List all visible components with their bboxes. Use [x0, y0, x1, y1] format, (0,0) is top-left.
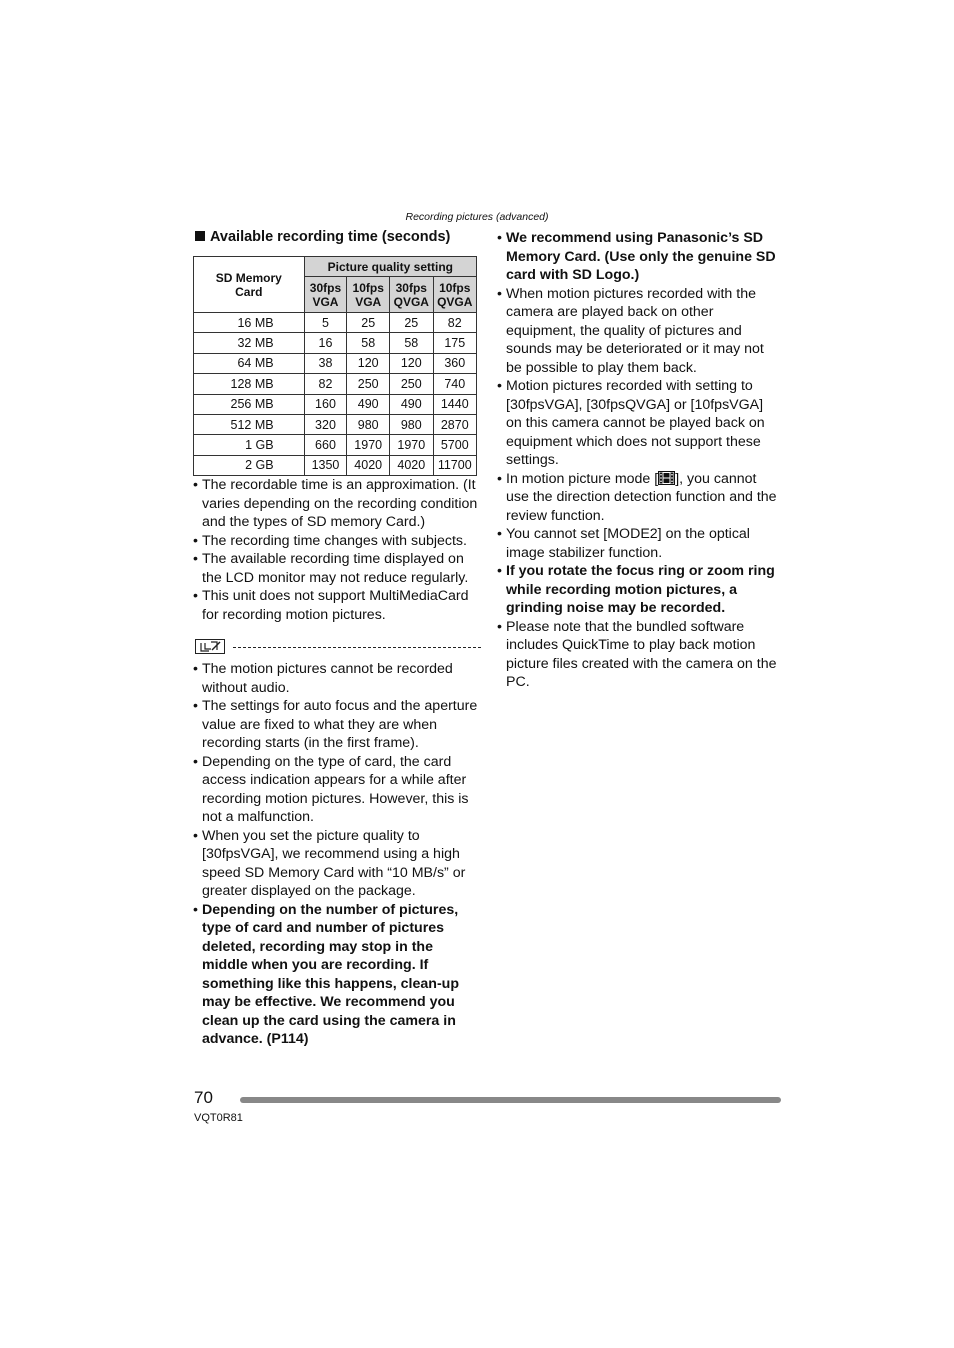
list-item: • The available recording time displayed on the LCD monitor may not reduce regularly. — [193, 550, 481, 587]
left-column — [193, 229, 481, 1049]
memo-divider — [195, 637, 481, 655]
table-row: 512 MB 320 980 980 2870 — [194, 414, 477, 434]
table-row: 128 MB 82 250 250 740 — [194, 374, 477, 394]
group-header: Picture quality setting — [304, 257, 476, 277]
list-item-bold: • Depending on the number of pictures, type of card and number of pictures deleted, recording may stop in the middle when you are recording. If something like this happens, clean-up may be effective. We recommend you clean up the card using the camera in advance. (P114) — [193, 901, 481, 1049]
list-item-bold: • If you rotate the focus ring or zoom ring while recording motion pictures, a grinding noise may be recorded. — [497, 562, 782, 618]
list-item: • Motion pictures recorded with setting to [30fpsVGA], [30fpsQVGA] or [10fpsVGA] on this camera cannot be played back on equipment which does not support these settings. — [497, 377, 782, 470]
memo-notes-list — [193, 660, 481, 1049]
recording-time-table — [193, 256, 477, 476]
list-item: • The recording time changes with subjects. — [193, 532, 481, 551]
column-header: 30fps QVGA — [390, 277, 433, 313]
right-notes-list — [497, 229, 782, 692]
page-number: 70 — [194, 1088, 213, 1107]
table-row: 2 GB 1350 4020 4020 11700 — [194, 455, 477, 475]
memo-note-icon — [195, 639, 225, 654]
running-header: Recording pictures (advanced) — [405, 211, 549, 223]
table-row: 32 MB 16 58 58 175 — [194, 333, 477, 353]
square-bullet-icon — [195, 231, 205, 241]
table-row: 16 MB 5 25 25 82 — [194, 313, 477, 333]
table-row: 256 MB 160 490 490 1440 — [194, 394, 477, 414]
list-item: • In motion picture mode [ ], you cannot use the direction detection function and the review function. — [497, 470, 782, 526]
card-header: SD Memory Card — [194, 257, 305, 313]
table-notes-list — [193, 476, 481, 624]
list-item: • When motion pictures recorded with the camera are played back on other equipment, the quality of pictures and sounds may be deteriorated or it may not be possible to play them back. — [497, 285, 782, 378]
list-item: • When you set the picture quality to [30fpsVGA], we recommend using a high speed SD Memory Card with “10 MB/s” or greater displayed on the package. — [193, 827, 481, 901]
table-title-text: Available recording time (seconds) — [210, 229, 451, 245]
table-row: 1 GB 660 1970 1970 5700 — [194, 435, 477, 455]
list-item: • Please note that the bundled software includes QuickTime to play back motion picture files created with the camera on the PC. — [497, 618, 782, 692]
list-item: • This unit does not support MultiMediaCard for recording motion pictures. — [193, 587, 481, 624]
column-header: 30fps VGA — [304, 277, 347, 313]
column-header: 10fps VGA — [347, 277, 390, 313]
column-header: 10fps QVGA — [433, 277, 476, 313]
footer-rule — [240, 1097, 781, 1103]
list-item: • The motion pictures cannot be recorded without audio. — [193, 660, 481, 697]
document-code: VQT0R81 — [194, 1112, 243, 1124]
table-row: 64 MB 38 120 120 360 — [194, 353, 477, 373]
list-item: • Depending on the type of card, the card access indication appears for a while after recording motion pictures. However, this is not a malfunction. — [193, 753, 481, 827]
list-item: • The settings for auto focus and the aperture value are fixed to what they are when recording starts (in the first frame). — [193, 697, 481, 753]
list-item: • You cannot set [MODE2] on the optical image stabilizer function. — [497, 525, 782, 562]
list-item-bold: • We recommend using Panasonic’s SD Memory Card. (Use only the genuine SD card with SD Logo.) — [497, 229, 782, 285]
motion-picture-icon — [658, 471, 675, 485]
dashed-rule — [233, 647, 481, 648]
list-item: • The recordable time is an approximation. (It varies depending on the recording condition and the types of SD memory Card.) — [193, 476, 481, 532]
right-column — [497, 229, 782, 692]
table-title — [195, 229, 481, 245]
